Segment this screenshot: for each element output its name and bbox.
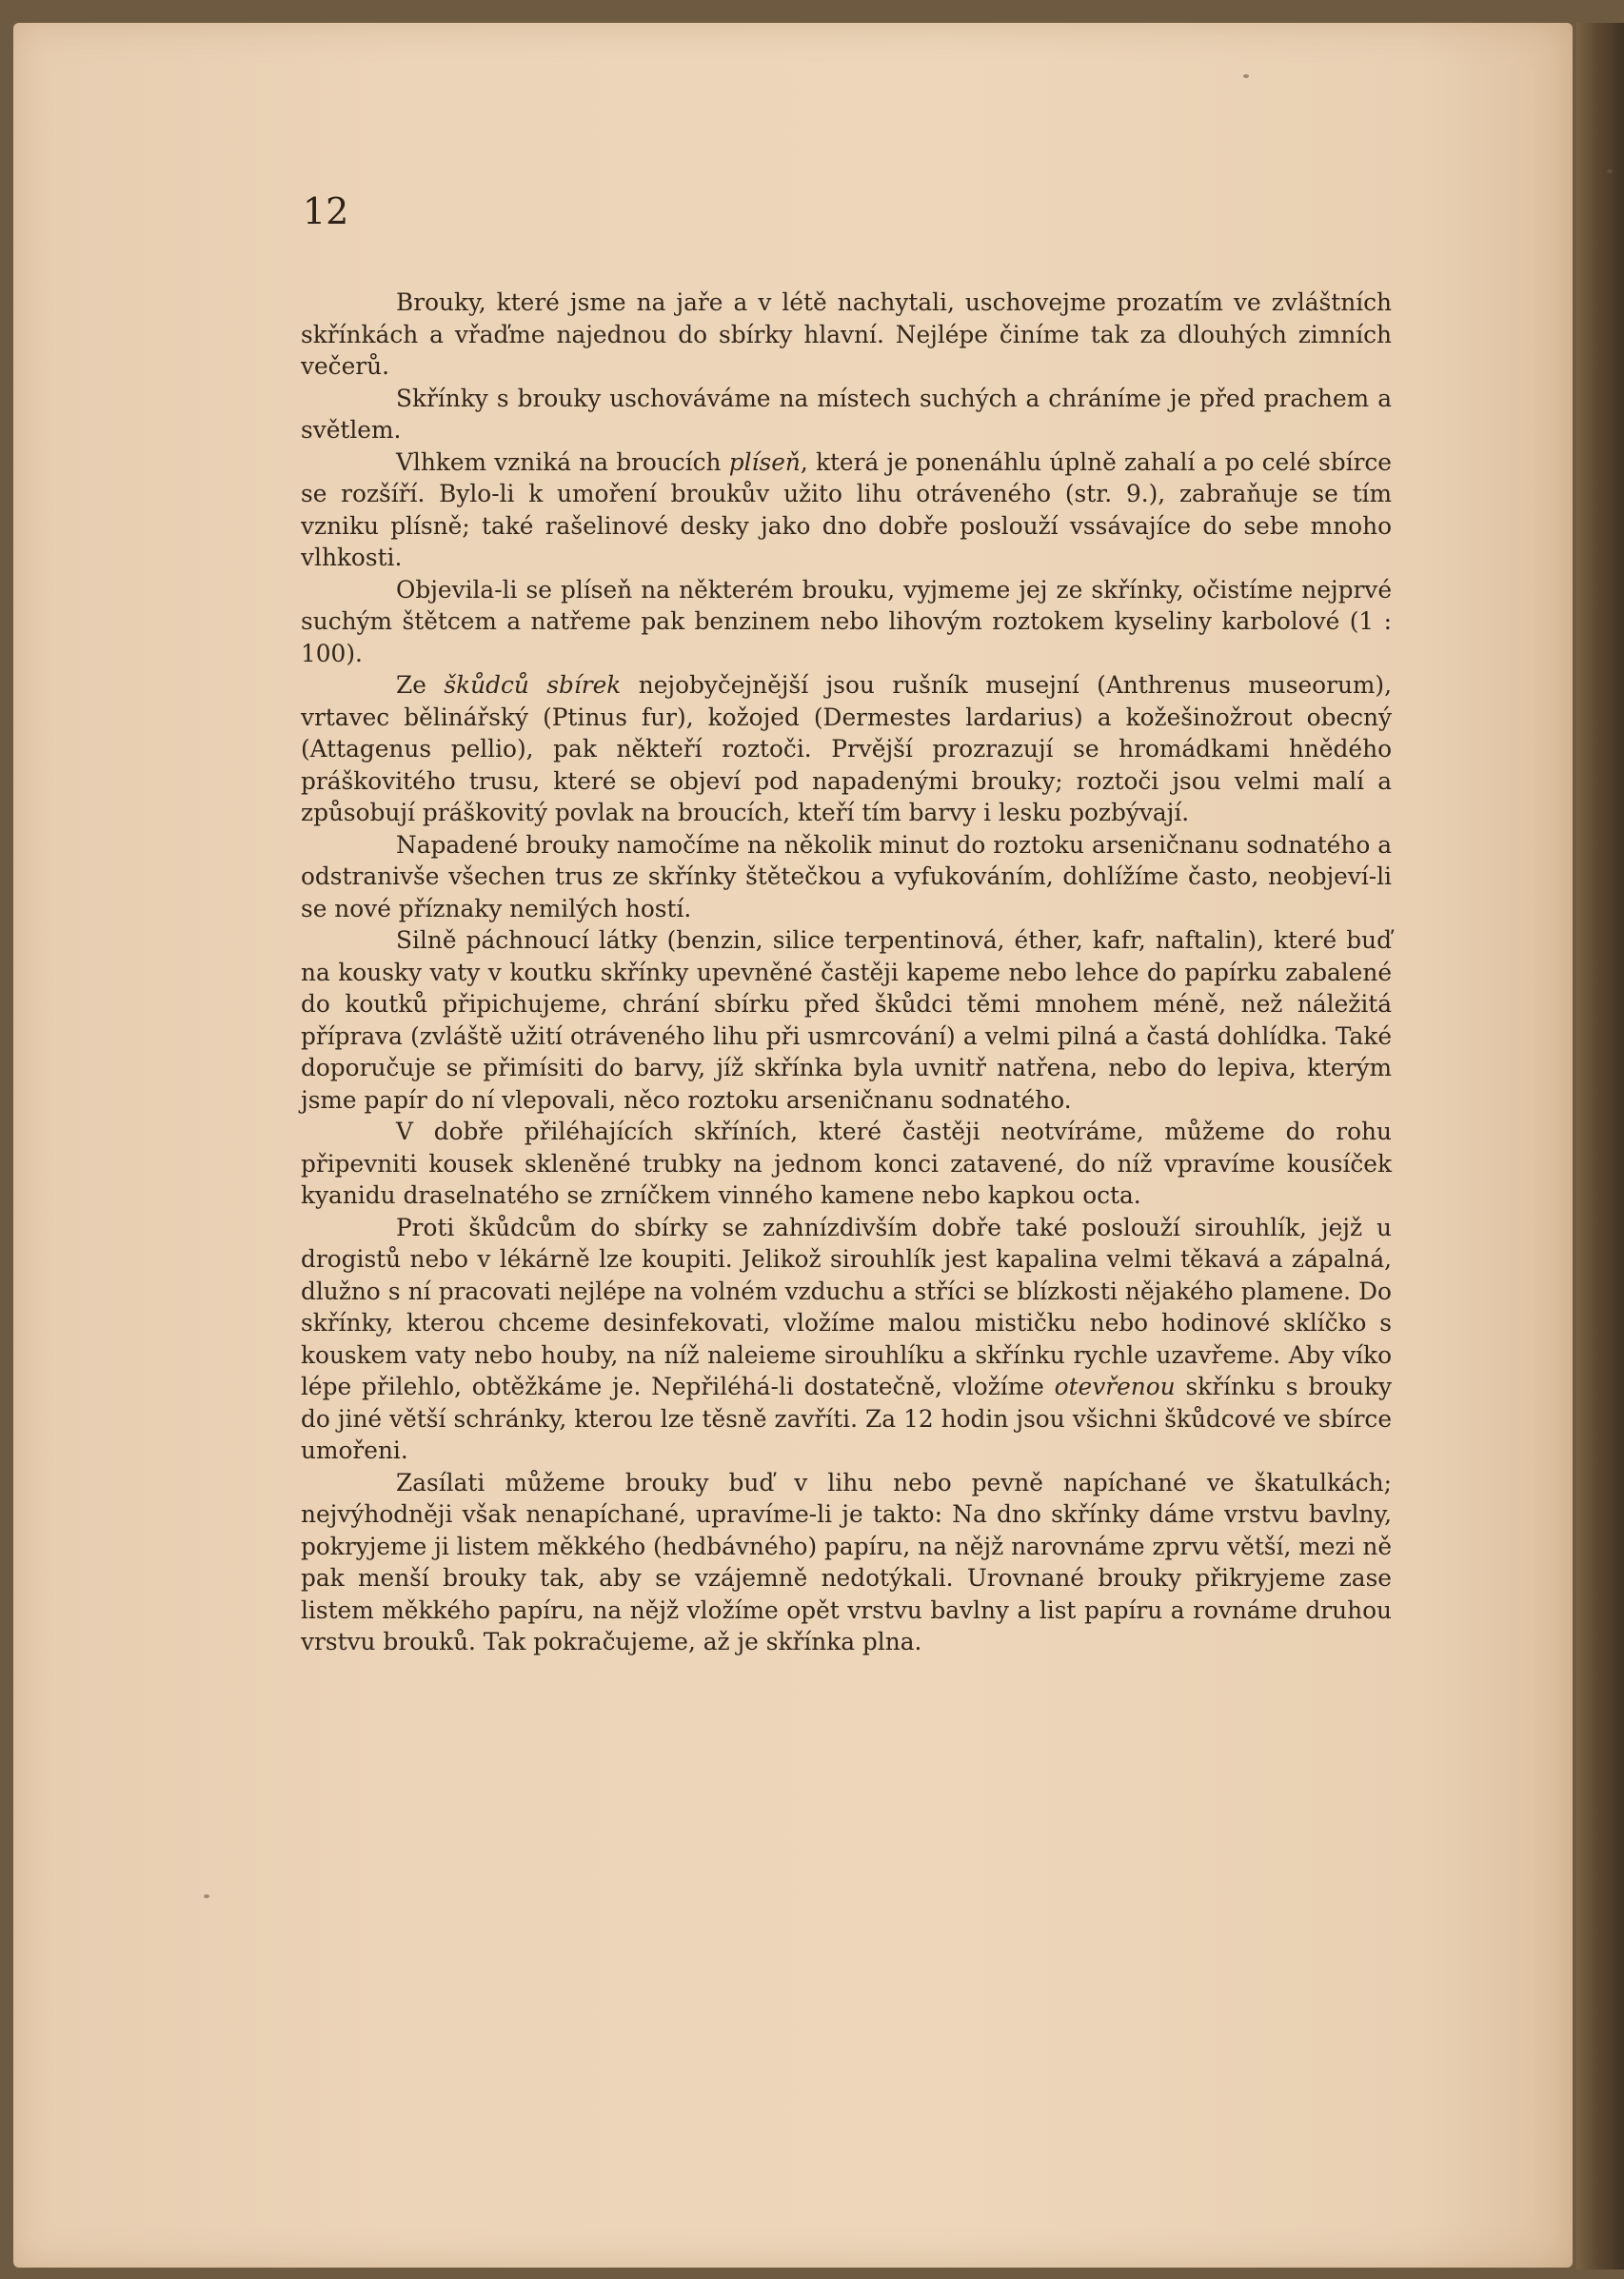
paragraph: Napadené brouky namočíme na několik minut do roztoku arseničnanu sodnatého a odstranivše všechen trus ze skřínky štětečkou a vyfukováním, dohlížíme často, neobjeví-li se nové příznaky nemilých hostí.	[301, 830, 1392, 922]
paragraph: Silně páchnoucí látky (benzin, silice terpentinová, éther, kafr, naftalin), které buď na kousky vaty v koutku skřínky upevněné častěji kapeme nebo lehce do papírku zabalené do koutků připichujeme, chrání sbírku před škůdci těmi mnohem méně, než náležitá příprava (zvláště užití otráveného lihu při usmrcování) a velmi pilná a častá dohlídka. Také doporučuje se přimísiti do barvy, jíž skřínka byla uvnitř natřena, nebo do lepiva, kterým jsme papír do ní vlepovali, něco roztoku arseničnanu sodnatého.	[301, 926, 1392, 1114]
emphasis: škůdců sbírek	[444, 671, 622, 699]
paragraph: Proti škůdcům do sbírky se zahnízdivším dobře také poslouží sirouhlík, jejž u drogistů nebo v lékárně lze koupiti. Jelikož sirouhlík jest kapalina velmi těkavá a zápalná, dlužno s ní pracovati nejlépe na volném vzduchu a stříci se blízkosti nějakého plamene. Do skřínky, kterou chceme desinfekovati, vložíme malou mističku nebo hodinové sklíčko s kouskem vaty nebo houby, na níž naleieme sirouhlíku a skřínku rychle uzavřeme. Aby víko lépe přilehlo, obtěžkáme je. Nepřiléhá-li dostatečně, vložíme otevřenou skřínku s brouky do jiné větší schránky, kterou lze těsně zavříti. Za 12 hodin jsou všichni škůdcové ve sbírce umořeni.	[301, 1213, 1392, 1464]
emphasis: otevřenou	[1054, 1373, 1176, 1400]
paragraph: Ze škůdců sbírek nejobyčejnější jsou rušník musejní (Anthrenus museorum), vrtavec bělinářský (Ptinus fur), kožojed (Dermestes lardarius) a kožešinožrout obecný (Attagenus pellio), pak někteří roztoči. Prvější prozrazují se hromádkami hnědého práškovitého trusu, které se objeví pod napadenými brouky; roztoči jsou velmi malí a způsobují práškovitý povlak na broucích, kteří tím barvy i lesku pozbývají.	[301, 671, 1392, 826]
page-number: 12	[303, 190, 349, 232]
paragraph: Zasílati můžeme brouky buď v lihu nebo pevně napíchané ve škatulkách; nejvýhodněji však nenapíchané, upravíme-li je takto: Na dno skřínky dáme vrstvu bavlny, pokryjeme ji listem měkkého (hedbávného) papíru, na nějž narovnáme zprvu větší, mezi ně pak menší brouky tak, aby se vzájemně nedotýkali. Urovnané brouky přikryjeme zase listem měkkého papíru, na nějž vložíme opět vrstvu bavlny a list papíru a rovnáme druhou vrstvu brouků. Tak pokračujeme, až je skřínka plna.	[301, 1468, 1392, 1655]
paragraph: Vlhkem vzniká na broucích plíseň, která je ponenáhlu úplně zahalí a po celé sbírce se rozšíří. Bylo-li k umoření broukův užito lihu otráveného (str. 9.), zabraňuje se tím vzniku plísně; také rašelinové desky jako dno dobře poslouží vssávajíce do sebe mnoho vlhkosti.	[301, 447, 1392, 571]
paragraph: Skřínky s brouky uschováváme na místech suchých a chráníme je před prachem a světlem.	[301, 384, 1392, 444]
ink-speck	[204, 1894, 209, 1898]
paragraph: Objevila-li se plíseň na některém brouku, vyjmeme jej ze skřínky, očistíme nejprvé suchým štětcem a natřeme pak benzinem nebo lihovým roztokem kyseliny karbolové (1 : 100).	[301, 575, 1392, 667]
paragraph: V dobře přiléhajících skříních, které častěji neotvíráme, můžeme do rohu připevniti kousek skleněné trubky na jednom konci zatavené, do níž vpravíme kousíček kyanidu draselnatého se zrníčkem vinného kamene nebo kapkou octa.	[301, 1118, 1392, 1209]
paragraph: Brouky, které jsme na jaře a v létě nachytali, uschovejme prozatím ve zvláštních skřínkách a vřaďme najednou do sbírky hlavní. Nejlépe činíme tak za dlouhých zimních večerů.	[301, 288, 1392, 380]
book-spine	[1576, 23, 1624, 2269]
body-text	[301, 287, 1392, 1658]
ink-speck	[1607, 169, 1613, 173]
ink-speck	[1243, 74, 1249, 78]
emphasis: plíseň	[728, 447, 801, 476]
